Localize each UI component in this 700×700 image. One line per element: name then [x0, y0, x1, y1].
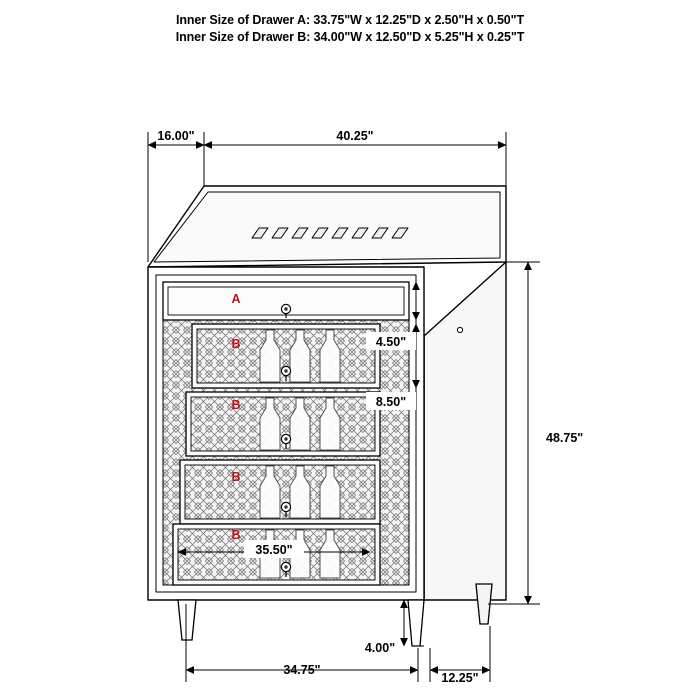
label-drawer-a: A: [231, 292, 241, 306]
dim-drawer-a-height-group: [366, 332, 416, 350]
dim-drawer-width: 35.50": [255, 543, 293, 557]
drawer-b-note: Inner Size of Drawer B: 34.00"W x 12.50"D x 5.25"H x 0.25"T: [175, 30, 525, 44]
label-drawer-b1: B: [231, 337, 241, 351]
dim-drawer-b-height-group: [366, 392, 416, 410]
label-drawer-b3: B: [231, 470, 241, 484]
dim-drawer-width-group: [244, 540, 304, 558]
dim-drawer-b-height: 8.50": [375, 395, 407, 409]
drawer-a-note: Inner Size of Drawer A: 33.75"W x 12.25"D x 2.50"H x 0.50"T: [175, 13, 525, 27]
dim-depth: 12.25": [441, 671, 479, 685]
label-drawer-b4: B: [231, 528, 241, 542]
label-drawer-b2: B: [231, 398, 241, 412]
dim-right-height: 48.75": [546, 431, 584, 445]
dim-drawer-a-height: 4.50": [375, 335, 407, 349]
dim-base-width: 34.75": [283, 663, 321, 677]
dim-top-left: 16.00": [157, 129, 195, 143]
dim-leg-height: 4.00": [364, 641, 396, 655]
dim-top-right: 40.25": [336, 129, 374, 143]
